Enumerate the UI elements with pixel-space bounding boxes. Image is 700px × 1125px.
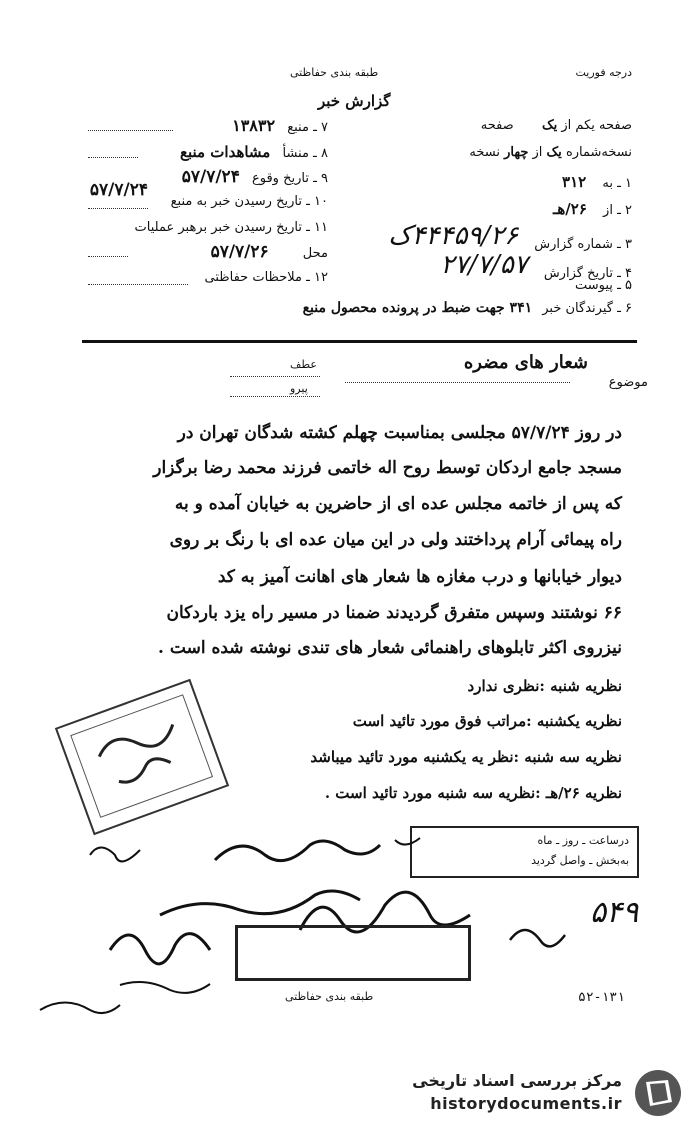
field-recipients [303, 300, 632, 316]
priority-label: درجه فوریت [575, 66, 632, 79]
subject-value: شعار های مضره [463, 352, 588, 373]
field-to [562, 173, 632, 191]
opinion-line: نظریه ۲۶/هـ :نظریه سه شنبه مورد تائید است . [324, 784, 622, 802]
ref-label: عطف [290, 358, 317, 371]
body-line: ۶۶ نوشتند وسپس متفرق گردیدند ضمنا در مسیر راه یزد باردکان [166, 603, 622, 623]
body-line: دیوار خیابانها و درب مغازه ها شعار های اهانت آمیز به کد [217, 567, 622, 587]
field-value: ۳۱۲ [562, 173, 587, 191]
page-label: صفحه یکم از [561, 118, 632, 133]
copy-suffix: نسخه [469, 145, 500, 160]
opinion-line: نظریه سه شنبه :نظر یه یکشنبه مورد تائید میباشد [310, 748, 622, 766]
field-label: ۸ ـ منشأ [282, 146, 328, 161]
copy-number-row [469, 145, 632, 160]
field-from [553, 200, 632, 218]
follow-label: پیرو [290, 382, 308, 395]
field-label: ۹ ـ تاریخ وقوع [251, 171, 328, 186]
field-label: ۷ ـ منبع [287, 120, 328, 135]
field-value: ۳۴۱ جهت ضبط در پرونده محصول منبع [302, 300, 533, 316]
receipt-stamp [410, 826, 639, 878]
field-label: ۵ ـ پیوست [575, 278, 632, 293]
field-label: ۶ ـ گیرندگان خبر [542, 301, 632, 316]
field-value-handwritten: ۲۷/۷/۵۷ [440, 250, 528, 280]
field-value: مشاهدات منبع [179, 143, 271, 161]
subject-label: موضوع [608, 375, 648, 390]
field-label: ۱ ـ به [602, 176, 632, 191]
page-value: یک [542, 118, 558, 133]
field-value: ۵۷/۷/۲۶ [210, 242, 269, 262]
classification-label: طبقه بندی حفاظتی [290, 66, 379, 79]
page-suffix: صفحه [480, 118, 514, 133]
field-value: ۱۳۸۳۲ [232, 116, 276, 135]
field-label: محل [302, 246, 328, 261]
field-value: ۲۶/هـ [552, 200, 587, 218]
copy-label: نسخه‌شماره [565, 145, 632, 160]
field-value-handwritten: ۴۴۴۵۹/۲۶ک [388, 221, 519, 251]
watermark-org: مرکز بررسی اسناد تاریخی [412, 1071, 622, 1090]
field-value: ۵۷/۷/۲۴ [181, 167, 240, 187]
field-source [232, 116, 328, 135]
field-label: ۱۱ ـ تاریخ رسیدن خبر برهبر عملیات [134, 220, 328, 235]
opinion-line: نظریه یکشنبه :مراتب فوق مورد تائید است [352, 712, 622, 730]
body-line: نیزروی اکثر تابلوهای راهنمائی شعار های تندی نوشته شده است . [158, 638, 622, 658]
field-label: ۱۲ ـ ملاحظات حفاظتی [204, 270, 328, 285]
handwritten-number: ۵۴۹ [590, 895, 639, 930]
body-line: مسجد جامع اردکان توسط روح اله خاتمی فرزند محمد رضا برگزار [153, 458, 622, 478]
header-divider [82, 340, 637, 343]
tilted-stamp [55, 679, 229, 835]
field-label: ۲ ـ از [603, 203, 632, 218]
field-label: ۴ ـ تاریخ گزارش [543, 266, 632, 281]
opinion-line: نظریه شنبه :نظری ندارد [467, 677, 622, 695]
field-occurrence-date [182, 167, 328, 187]
report-title: گزارش خبر [318, 92, 391, 110]
page-count-row [481, 118, 632, 133]
field-origin [180, 143, 328, 161]
field-attachment [575, 278, 632, 293]
field-source-received-date [89, 180, 328, 209]
copy-total: چهار [504, 145, 529, 160]
copy-of: از [532, 145, 543, 160]
body-line: که پس از خاتمه مجلس عده ای از حاضرین به خیابان آمده و به [174, 494, 622, 514]
watermark-logo-icon [632, 1068, 684, 1118]
receipt-line1: درساعت ـ روز ـ ماه [537, 834, 629, 847]
receipt-line2: به‌بخش ـ واصل گردید [531, 854, 629, 867]
field-location [211, 242, 328, 262]
doc-code: ۵۲-۱۳۱ [578, 990, 625, 1005]
footer-classification-label: طبقه بندی حفاظتی [285, 990, 374, 1003]
field-label: ۱۰ ـ تاریخ رسیدن خبر به منبع [170, 194, 328, 209]
field-security-notes [205, 270, 328, 285]
copy-value: یک [546, 145, 562, 160]
body-line: در روز ۵۷/۷/۲۴ مجلسی بمناسبت چهلم کشته شدگان تهران در [177, 423, 622, 443]
field-label: ۳ ـ شماره گزارش [534, 237, 632, 252]
body-line: راه پیمائی آرام پرداختند ولی در این میان عده ای با رنگ بر روی [169, 530, 622, 550]
stamp-scribble-icon [57, 681, 226, 832]
field-ops-received-date [135, 220, 328, 235]
field-value-above: ۵۷/۷/۲۴ [89, 180, 148, 200]
watermark-url: historydocuments.ir [430, 1094, 622, 1113]
bottom-stamp [235, 925, 471, 981]
